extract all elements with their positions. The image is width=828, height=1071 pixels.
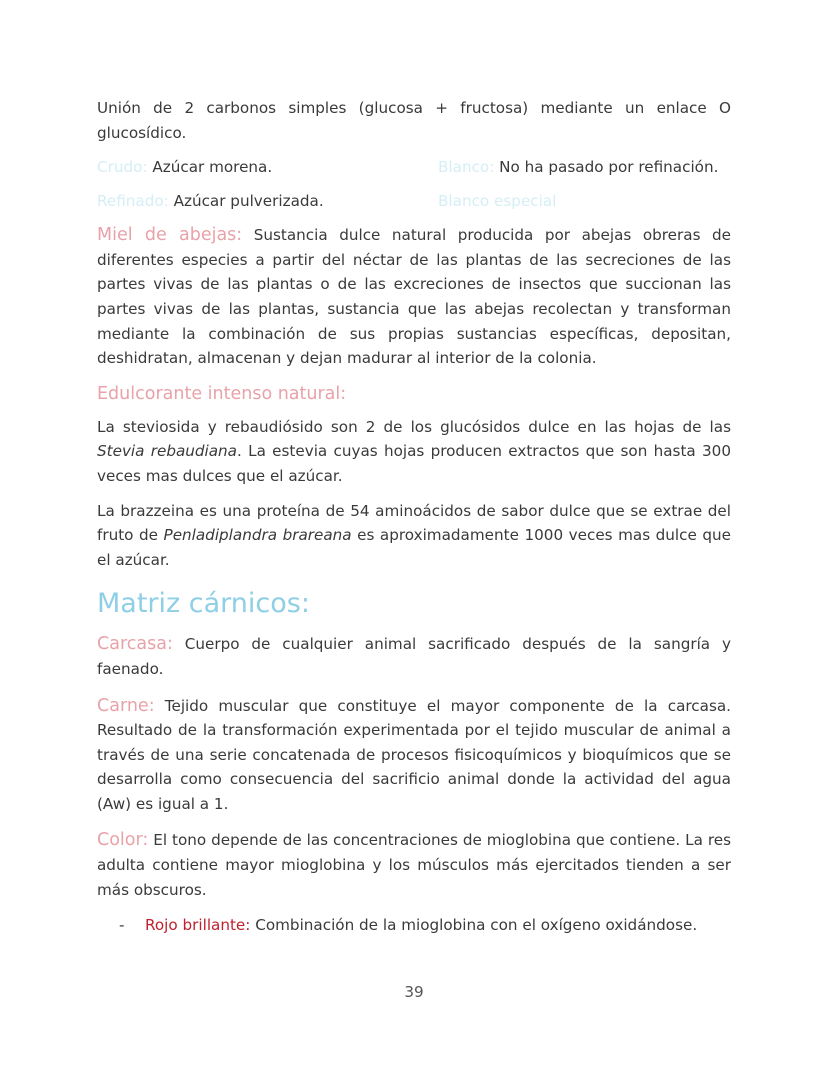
brazzeina-text-a: La brazzeina es una proteína de 54 aminoácidos de sabor dulce que se extrae del fruto de xyxy=(97,501,731,545)
color-term: Color: xyxy=(97,830,149,851)
brazzeina-text-b: es aproximadamente 1000 veces mas dulce que el azúcar. xyxy=(97,526,731,569)
brazzeina-paragraph xyxy=(97,499,731,573)
brazzeina-species: Penladiplandra brareana xyxy=(163,526,352,545)
carcasa-text: Cuerpo de cualquier animal sacrificado después de la sangría y faenado. xyxy=(97,635,731,678)
definition-carne xyxy=(97,694,731,817)
bullet-dash: - xyxy=(119,916,125,935)
honey-text: Sustancia dulce natural producida por abejas obreras de diferentes especies a partir del néctar de las plantas de las secreciones de las partes vivas de las plantas o de las excreciones de insectos que succionan las partes vivas de las plantas, sustancia que las abejas recolectan y transforman mediante la combinación de sus propias sustancias específicas, depositan, deshidratan, almacenan y dejan madurar al interior de la colonia. xyxy=(97,226,732,368)
carcasa-term: Carcasa: xyxy=(97,634,173,655)
carne-term: Carne: xyxy=(97,695,155,716)
stevia-text-b: . La estevia cuyas hojas producen extractos que son hasta 300 veces mas dulces que el azúcar. xyxy=(97,442,731,485)
sugar-label-crudo: Crudo: xyxy=(97,158,148,177)
bullet-rojo-brillante xyxy=(97,913,731,937)
bullet-term: Rojo brillante: xyxy=(145,916,251,935)
bullet-text: Combinación de la mioglobina con el oxígeno oxidándose. xyxy=(255,916,698,935)
sugar-label-blanco-especial: Blanco especial xyxy=(438,192,557,211)
sugar-label-refinado: Refinado: xyxy=(97,192,169,211)
honey-paragraph xyxy=(97,223,731,371)
sweetener-heading: Edulcorante intenso natural: xyxy=(97,383,347,404)
stevia-text-a: La steviosida y rebaudiósido son 2 de los glucósidos dulce en las hojas de las xyxy=(97,417,731,436)
intro-paragraph: Unión de 2 carbonos simples (glucosa + fructosa) mediante un enlace O glucosídico. xyxy=(97,99,731,142)
honey-term: Miel de abejas: xyxy=(97,225,243,246)
page-number: 39 xyxy=(404,983,424,1001)
stevia-species: Stevia rebaudiana xyxy=(97,442,237,461)
color-text: El tono depende de las concentraciones de mioglobina que contiene. La res adulta contiene mayor mioglobina y los músculos más ejercitados tienden a ser más obscuros. xyxy=(97,831,731,899)
stevia-paragraph xyxy=(97,415,731,489)
sugar-text-crudo: Azúcar morena. xyxy=(152,158,273,177)
sugar-row-1 xyxy=(97,155,731,179)
definition-carcasa xyxy=(97,632,731,681)
sugar-row-2 xyxy=(97,189,731,213)
sugar-text-blanco: No ha pasado por refinación. xyxy=(499,158,719,177)
page-content xyxy=(97,96,731,937)
section-title: Matriz cárnicos: xyxy=(97,588,310,620)
definition-color xyxy=(97,828,731,902)
carne-text: Tejido muscular que constituye el mayor componente de la carcasa. Resultado de la transformación experimentada por el tejido muscular de animal a través de una serie concatenada de procesos fisicoquímicos y bioquímicos que se desarrolla como consecuencia del sacrificio animal donde la actividad del agua (Aw) es igual a 1. xyxy=(97,696,731,813)
sugar-text-refinado: Azúcar pulverizada. xyxy=(173,192,324,211)
sugar-label-blanco: Blanco: xyxy=(438,158,495,177)
